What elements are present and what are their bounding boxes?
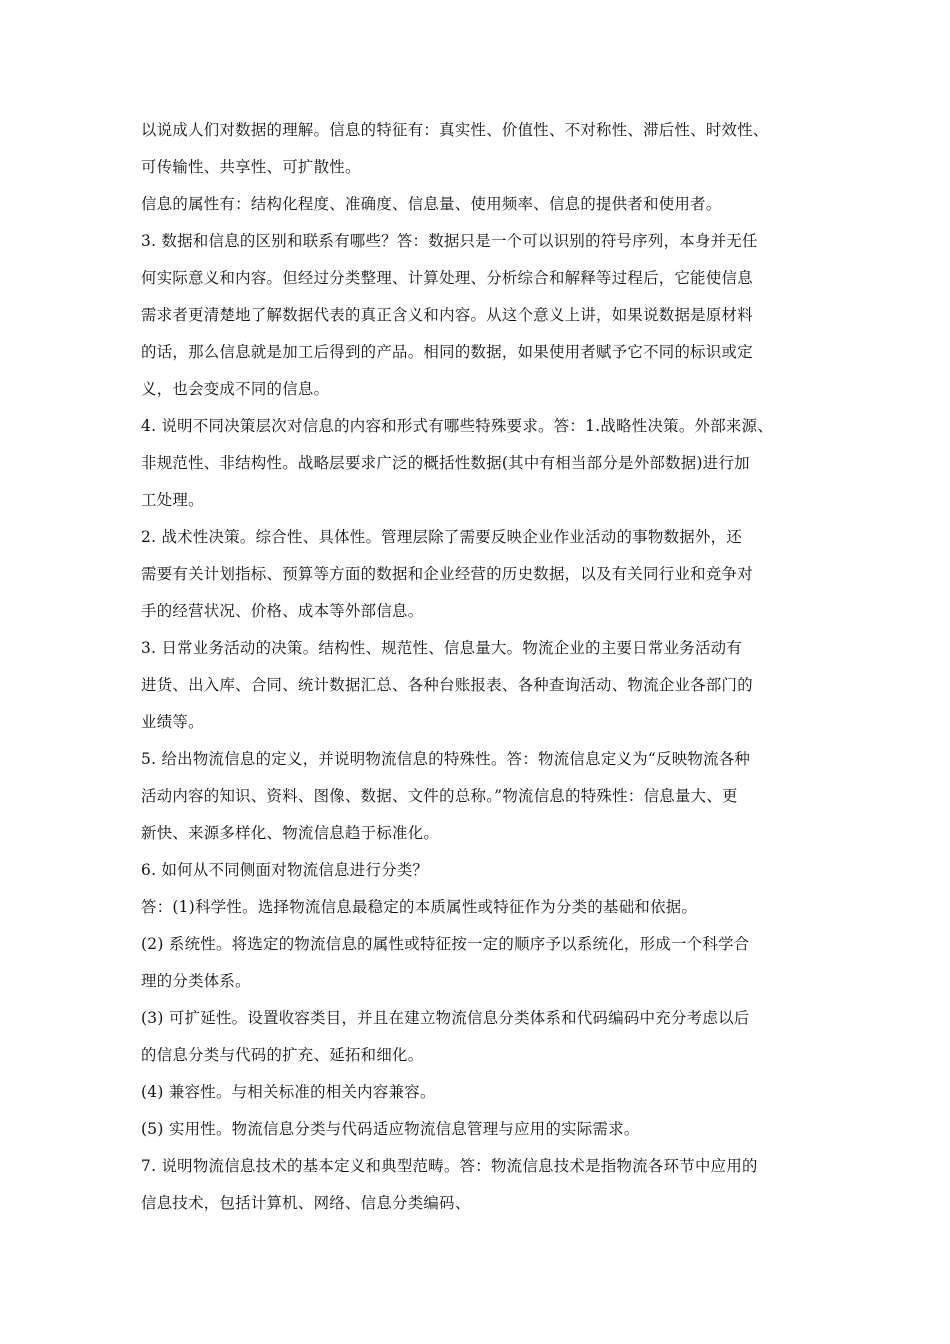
- text-line: 的话，那么信息就是加工后得到的产品。相同的数据，如果使用者赋予它不同的标识或定: [141, 343, 753, 361]
- text-line: 需要有关计划指标、预算等方面的数据和企业经营的历史数据，以及有关同行业和竞争对: [141, 565, 753, 583]
- text-line: 信息的属性有：结构化程度、准确度、信息量、使用频率、信息的提供者和使用者。: [141, 195, 722, 213]
- text-line: 新快、来源多样化、物流信息趋于标准化。: [141, 824, 440, 842]
- text-line: 活动内容的知识、资料、图像、数据、文件的总称。”物流信息的特殊性：信息量大、更: [141, 787, 738, 805]
- text-line: 业绩等。: [141, 713, 204, 731]
- text-line: (3) 可扩延性。设置收容类目，并且在建立物流信息分类体系和代码编码中充分考虑以后: [141, 1009, 750, 1027]
- text-line: 理的分类体系。: [141, 972, 251, 990]
- text-line: 手的经营状况、价格、成本等外部信息。: [141, 602, 424, 620]
- text-line: (4) 兼容性。与相关标准的相关内容兼容。: [141, 1083, 436, 1101]
- text-line: 非规范性、非结构性。战略层要求广泛的概括性数据(其中有相当部分是外部数据)进行加: [141, 454, 750, 472]
- text-line: 以说成人们对数据的理解。信息的特征有：真实性、价值性、不对称性、滞后性、时效性、: [141, 121, 769, 139]
- text-line: 4. 说明不同决策层次对信息的内容和形式有哪些特殊要求。答：1.战略性决策。外部来源、: [141, 417, 774, 435]
- text-line: 5. 给出物流信息的定义，并说明物流信息的特殊性。答：物流信息定义为“反映物流各种: [141, 750, 751, 768]
- text-line: 需求者更清楚地了解数据代表的真正含义和内容。从这个意义上讲，如果说数据是原材料: [141, 306, 753, 324]
- text-line: 7. 说明物流信息技术的基本定义和典型范畴。答：物流信息技术是指物流各环节中应用的: [141, 1157, 758, 1175]
- text-line: 的信息分类与代码的扩充、延拓和细化。: [141, 1046, 424, 1064]
- text-line: 可传输性、共享性、可扩散性。: [141, 158, 361, 176]
- text-line: 进货、出入库、合同、统计数据汇总、各种台账报表、各种查询活动、物流企业各部门的: [141, 676, 753, 694]
- text-line: 6. 如何从不同侧面对物流信息进行分类？: [141, 861, 429, 879]
- document-body: [141, 112, 831, 1222]
- text-line: 答：(1)科学性。选择物流信息最稳定的本质属性或特征作为分类的基础和依据。: [141, 898, 698, 916]
- text-line: 3. 数据和信息的区别和联系有哪些？答：数据只是一个可以识别的符号序列，本身并无任: [141, 232, 758, 250]
- text-line: 何实际意义和内容。但经过分类整理、计算处理、分析综合和解释等过程后，它能使信息: [141, 269, 753, 287]
- text-line: 工处理。: [141, 491, 204, 509]
- text-line: (2) 系统性。将选定的物流信息的属性或特征按一定的顺序予以系统化，形成一个科学合: [141, 935, 750, 953]
- text-line: 信息技术，包括计算机、网络、信息分类编码、: [141, 1194, 471, 1212]
- text-line: 义，也会变成不同的信息。: [141, 380, 330, 398]
- text-line: 2. 战术性决策。综合性、具体性。管理层除了需要反映企业作业活动的事物数据外，还: [141, 528, 743, 546]
- text-line: (5) 实用性。物流信息分类与代码适应物流信息管理与应用的实际需求。: [141, 1120, 640, 1138]
- text-line: 3. 日常业务活动的决策。结构性、规范性、信息量大。物流企业的主要日常业务活动有: [141, 639, 743, 657]
